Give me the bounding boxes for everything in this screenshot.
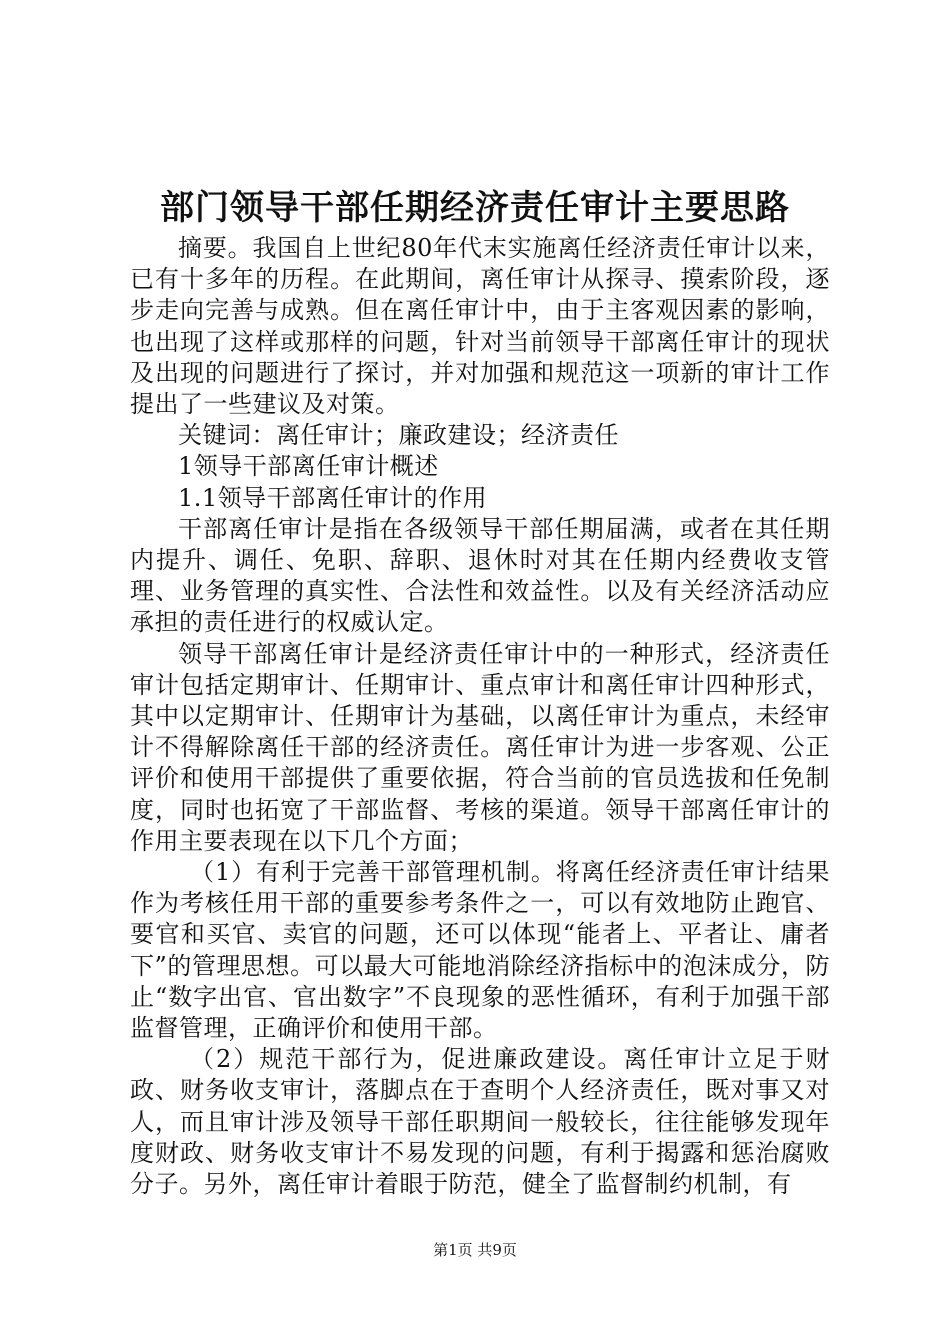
numbered-paragraph: （2）规范干部行为，促进廉政建设。离任审计立足于财政、财务收支审计，落脚点在于查明个人经济责任，既对事又对人，而且审计涉及领导干部任职期间一般较长，往往能够发现年度财政、财务收支审计不易发现的问题，有利于揭露和惩治腐败分子。另外，离任审计着眼于防范，健全了监督制约机制，有: [130, 1045, 830, 1199]
document-body: [130, 233, 830, 1200]
document-title: 部门领导干部任期经济责任审计主要思路: [160, 188, 790, 228]
subsection-heading: 1.1领导干部离任审计的作用: [178, 483, 488, 512]
body-paragraph: 干部离任审计是指在各级领导干部任期届满，或者在其任期内提升、调任、免职、辞职、退休时对其在任期内经费收支管理、业务管理的真实性、合法性和效益性。以及有关经济活动应承担的责任进行的权威认定。: [130, 514, 830, 637]
abstract-paragraph: 摘要。我国自上世纪80年代末实施离任经济责任审计以来，已有十多年的历程。在此期间，离任审计从探寻、摸索阶段，逐步走向完善与成熟。但在离任审计中，由于主客观因素的影响，也出现了这样或那样的问题，针对当前领导干部离任审计的现状及出现的问题进行了探讨，并对加强和规范这一项新的审计工作提出了一些建议及对策。: [130, 234, 830, 419]
body-paragraph: 领导干部离任审计是经济责任审计中的一种形式，经济责任审计包括定期审计、任期审计、重点审计和离任审计四种形式，其中以定期审计、任期审计为基础，以离任审计为重点，未经审计不得解除离任干部的经济责任。离任审计为进一步客观、公正评价和使用干部提供了重要依据，符合当前的官员选拔和任免制度，同时也拓宽了干部监督、考核的渠道。领导干部离任审计的作用主要表现在以下几个方面；: [130, 639, 830, 855]
numbered-paragraph: （1）有利于完善干部管理机制。将离任经济责任审计结果作为考核任用干部的重要参考条件之一，可以有效地防止跑官、要官和买官、卖官的问题，还可以体现“能者上、平者让、庸者下”的管理思想。可以最大可能地消除经济指标中的泡沫成分，防止“数字出官、官出数字”不良现象的恶性循环，有利于加强干部监督管理，正确评价和使用干部。: [130, 858, 830, 1043]
page-footer: 第1页 共9页: [433, 1241, 517, 1259]
section-heading: 1领导干部离任审计概述: [178, 452, 439, 481]
keywords-line: 关键词：离任审计；廉政建设；经济责任: [178, 421, 619, 450]
